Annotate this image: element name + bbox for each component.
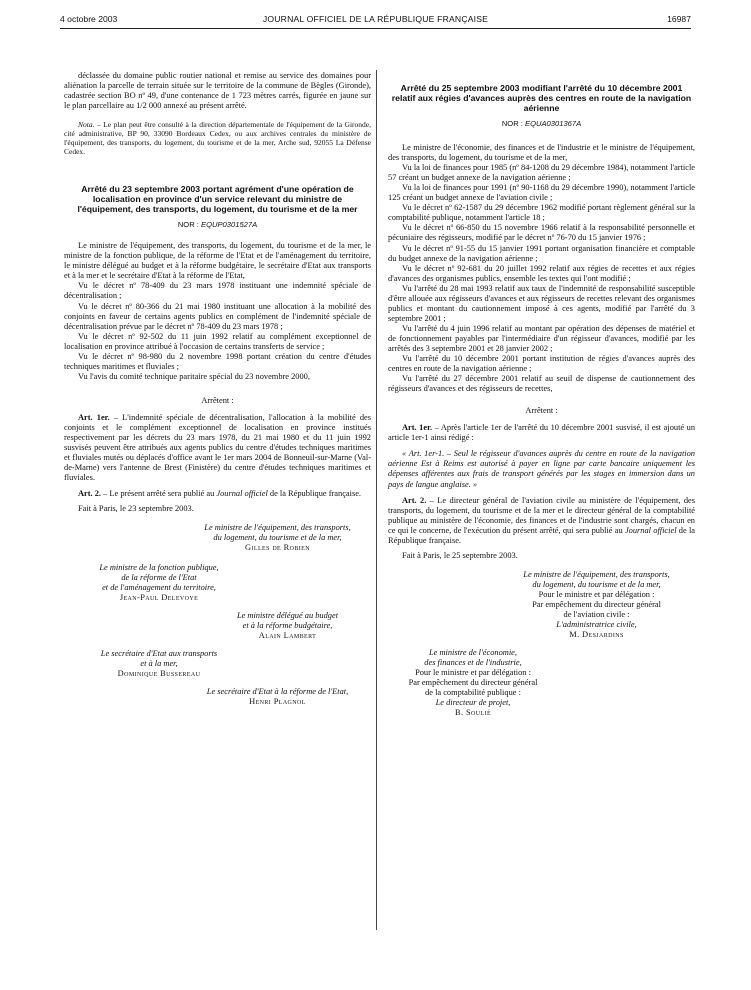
journal-title: JOURNAL OFFICIEL DE LA RÉPUBLIQUE FRANÇAISE	[262, 14, 489, 24]
delegation-line: Pour le ministre et par délégation :	[538, 589, 655, 599]
visa-item: Vu le décret nº 66-850 du 15 novembre 1966 relatif à la responsabilité personnelle et pécuniaire des régisseurs, modifié par le décret nº 76-70 du 15 janvier 1976 ;	[388, 223, 695, 243]
article-1-label: Art. 1er.	[78, 412, 110, 422]
signatory-title: et à la réforme budgétaire,	[242, 620, 333, 630]
signatory-title: et de l'aménagement du territoire,	[102, 582, 216, 592]
signatory-name: M. Desjardins	[569, 630, 624, 640]
article-2-text-end: de la République française.	[267, 489, 362, 499]
visa-item: Vu le décret nº 78-409 du 23 mars 1978 instituant une indemnité spéciale de décentralisation ;	[64, 281, 371, 301]
signatory-title: Le ministre de l'économie,	[428, 648, 517, 658]
visa-item: Vu l'arrêté du 28 mai 1993 relatif aux taux de l'indemnité de responsabilité susceptible d'être allouée aux régisseurs d'avances et aux régisseurs de recettes relevant des organismes publics et montant du cautionnement imposé à ces agents, modifié par l'arrêté du 3 septembre 2001 ;	[388, 283, 695, 323]
signatory-name: Henri Plagnol	[249, 697, 306, 707]
signatory-name: B. Soulié	[454, 708, 492, 718]
nota-paragraph	[64, 120, 371, 156]
signature-block-5	[64, 687, 371, 707]
arretent-heading: Arrêtent :	[525, 406, 558, 416]
nota-text: – Le plan peut être consulté à la direction départementale de l'équipement de la Gironde, cité administrative, BP 90, 33090 Bordeaux Cedex, ou aux archives centrales du ministère de l'équipement, des transports, du logement, du tourisme et de la mer, Arche sud, 92055 La Défense Cedex.	[64, 120, 371, 157]
signatory-role: L'administratrice civile,	[556, 620, 637, 630]
article-1-text: – L'indemnité spéciale de décentralisation, l'allocation à la mobilité des conjoints et le complément exceptionnel de localisation en province institués respectivement par les décrets du 23 mars 1978, du 21 mai 1980 et du 11 juin 1992 susvisés peuvent être attribués aux agents publics du centre d'études techniques maritimes et fluviales mutés ou déplacés d'office avant le 1er mars 2004 de Bonneuil-sur-Marne (Val-de-Marne) vers l'antenne de Brest (Finistère) du centre d'études techniques maritimes et fluviales.	[64, 412, 371, 483]
visa-item: Vu le décret nº 92-502 du 11 juin 1992 relatif au complément exceptionnel de localisation en province attribué à l'occasion de certains transferts de service ;	[64, 331, 371, 351]
signatory-title: de la réforme de l'Etat	[121, 572, 197, 582]
article-1	[388, 423, 695, 443]
signatory-role: Le directeur de projet,	[435, 698, 511, 708]
article-2	[388, 496, 695, 546]
nor-code: EQUA0301367A	[525, 119, 582, 128]
article-1-text: – Après l'article 1er de l'arrêté du 10 décembre 2001 susvisé, il est ajouté un article 1er-1 ainsi rédigé :	[388, 423, 696, 443]
article-1-quote: « Art. 1er-1. – Seul le régisseur d'avances auprès du centre en route de la navigation aérienne Est à Reims est autorisé à payer en ligne par carte bancaire uniquement les dépenses afférentes aux frais de transport générés par les stages en immersion dans un pays de langue anglaise. »	[388, 449, 695, 489]
article-2	[64, 489, 371, 499]
visa-item: Vu l'arrêté du 10 décembre 2001 portant institution de régies d'avances auprès des centres en route de la navigation aérienne ;	[388, 354, 695, 374]
nor-reference	[64, 220, 371, 230]
issue-date: 4 octobre 2003	[60, 14, 118, 24]
signature-block-1	[388, 570, 695, 640]
signing-place-date: Fait à Paris, le 23 septembre 2003.	[78, 504, 194, 514]
delegation-line: de l'aviation civile :	[563, 610, 630, 620]
journal-name: Journal officiel	[624, 525, 677, 535]
signatory-title: Le secrétaire d'Etat aux transports	[100, 648, 218, 658]
visa-item: Vu la loi de finances pour 1985 (nº 84-1208 du 29 décembre 1984), notamment l'article 57 créant un budget annexe de la navigation aérienne ;	[388, 163, 695, 183]
delegation-line: Pour le ministre et par délégation :	[415, 668, 531, 678]
signatory-title: Le ministre de l'équipement, des transports,	[523, 569, 670, 579]
page-number: 16987	[667, 14, 691, 24]
visa-item: Vu le décret nº 98-980 du 2 novembre 1998 portant création du centre d'études techniques maritimes et fluviales ;	[64, 351, 371, 371]
signature-block-3	[64, 611, 371, 641]
signatory-name: Alain Lambert	[258, 630, 317, 640]
visa-item: Vu l'avis du comité technique paritaire spécial du 23 novembre 2000,	[78, 371, 310, 381]
signature-block-2	[64, 563, 254, 603]
article-2-label: Art. 2.	[402, 495, 427, 505]
left-column	[64, 71, 371, 707]
page-header	[60, 14, 691, 28]
article-1	[64, 413, 371, 483]
article-2-text: – Le directeur général de l'aviation civile au ministère de l'équipement, des transports, du logement, du tourisme et de la mer et le directeur général de la comptabilité publique au ministère de l'économie, des finances et de l'industrie sont chargés, chacun en ce qui le concerne, de l'exécution du présent arrêté, qui sera publié au	[388, 495, 695, 535]
signatory-title: des finances et de l'industrie,	[424, 658, 522, 668]
nota-label: Nota.	[78, 120, 95, 130]
decree-title: Arrêté du 23 septembre 2003 portant agrément d'une opération de localisation en province d'un service relevant du ministre de l'équipement, des transports, du logement, du tourisme et de la mer	[77, 184, 358, 215]
decree-title: Arrêté du 25 septembre 2003 modifiant l'arrêté du 10 décembre 2001 relatif aux régies d'avances auprès des centres en route de la navigation aérienne	[391, 83, 692, 113]
nor-code: EQUP0301527A	[201, 220, 258, 230]
signatory-name: Jean-Paul Delevoye	[119, 592, 199, 602]
visa-item: Vu l'arrêté du 27 décembre 2001 relatif au seuil de dispense de cautionnement des régisseurs d'avances et des régisseurs de recettes,	[388, 374, 695, 394]
signatory-title: Le ministre délégué au budget	[236, 610, 339, 620]
article-1-label: Art. 1er.	[402, 423, 433, 433]
article-2-text: – Le présent arrêté sera publié au	[101, 489, 217, 499]
visa-item: Vu la loi de finances pour 1991 (nº 90-1168 du 29 décembre 1990), notamment l'article 125 créant un budget annexe de l'aviation civile ;	[388, 183, 695, 203]
signatory-title: et à la mer,	[140, 658, 178, 668]
visa-item: Vu le décret nº 92-681 du 20 juillet 1992 relatif aux régies de recettes et aux régies d'avances des organismes publics, ensemble les textes qui l'ont modifié ;	[388, 263, 695, 283]
visa-intro: Le ministre de l'équipement, des transports, du logement, du tourisme et de la mer, le ministre de la fonction publique, de la réforme de l'Etat et de l'aménagement du territoire, le ministre délégué au budget et à la réforme budgétaire, le secrétaire d'Etat aux transports et à la mer et le secrétaire d'Etat à la réforme de l'Etat,	[64, 241, 371, 281]
column-divider	[376, 70, 377, 930]
arretent-heading: Arrêtent :	[201, 395, 234, 405]
visa-item: Vu le décret nº 80-366 du 21 mai 1980 instituant une allocation à la mobilité des conjoints en faveur de certains agents publics en complément de l'indemnité spéciale de décentralisation prévue par le décret nº 78-409 du 23 mars 1978 ;	[64, 301, 371, 331]
signatory-name: Gilles de Robien	[245, 543, 310, 553]
signatory-title: Le ministre de l'équipement, des transports,	[204, 523, 351, 533]
article-2-label: Art. 2.	[78, 489, 102, 499]
visa-item: Vu l'arrêté du 4 juin 1996 relatif au montant par opération des dépenses de matériel et de fonctionnement payables par l'intermédiaire d'un régisseur d'avances, modifié par les arrêtés des 3 septembre 2001 et 28 janvier 2002 ;	[388, 323, 695, 353]
nor-label: NOR :	[501, 119, 526, 128]
delegation-line: de la comptabilité publique :	[425, 688, 521, 698]
right-column	[388, 71, 695, 718]
visa-item: Vu le décret nº 62-1587 du 29 décembre 1962 modifié portant règlement général sur la comptabilité publique, notamment l'article 18 ;	[388, 203, 695, 223]
signatory-title: du logement, du tourisme et de la mer,	[532, 579, 661, 589]
signature-block-1	[64, 523, 371, 553]
signature-block-4	[64, 649, 254, 679]
nor-reference	[388, 119, 695, 129]
signatory-title: du logement, du tourisme et de la mer,	[213, 533, 342, 543]
signatory-name: Dominique Bussereau	[117, 668, 201, 678]
signing-place-date: Fait à Paris, le 25 septembre 2003.	[402, 550, 518, 560]
nor-label: NOR :	[177, 220, 202, 230]
signature-block-2	[388, 648, 558, 718]
delegation-line: Par empêchement du directeur général	[532, 599, 661, 609]
article-2-text-end: de la République française.	[388, 525, 696, 545]
signatory-title: Le secrétaire d'Etat à la réforme de l'Etat,	[206, 686, 349, 696]
delegation-line: Par empêchement du directeur général	[408, 678, 538, 688]
signatory-title: Le ministre de la fonction publique,	[99, 562, 219, 572]
visa-intro: Le ministre de l'économie, des finances et de l'industrie et le ministre de l'équipement, des transports, du logement, du tourisme et de la mer,	[388, 143, 695, 163]
header-rule	[60, 28, 691, 29]
journal-name: Journal officiel	[216, 489, 268, 499]
visa-item: Vu le décret nº 91-55 du 15 janvier 1991 portant organisation financière et comptable du budget annexe de la navigation aérienne ;	[388, 243, 695, 263]
intro-paragraph: déclassée du domaine public routier national et remise au service des domaines pour aliénation la parcelle de terrain située sur le territoire de la commune de Bègles (Gironde), cadastrée section BO nº 49, d'une contenance de 1 723 mètres carrés, figurée en jaune sur le plan parcellaire au 1/2 000 annexé au présent arrêté.	[64, 71, 371, 111]
